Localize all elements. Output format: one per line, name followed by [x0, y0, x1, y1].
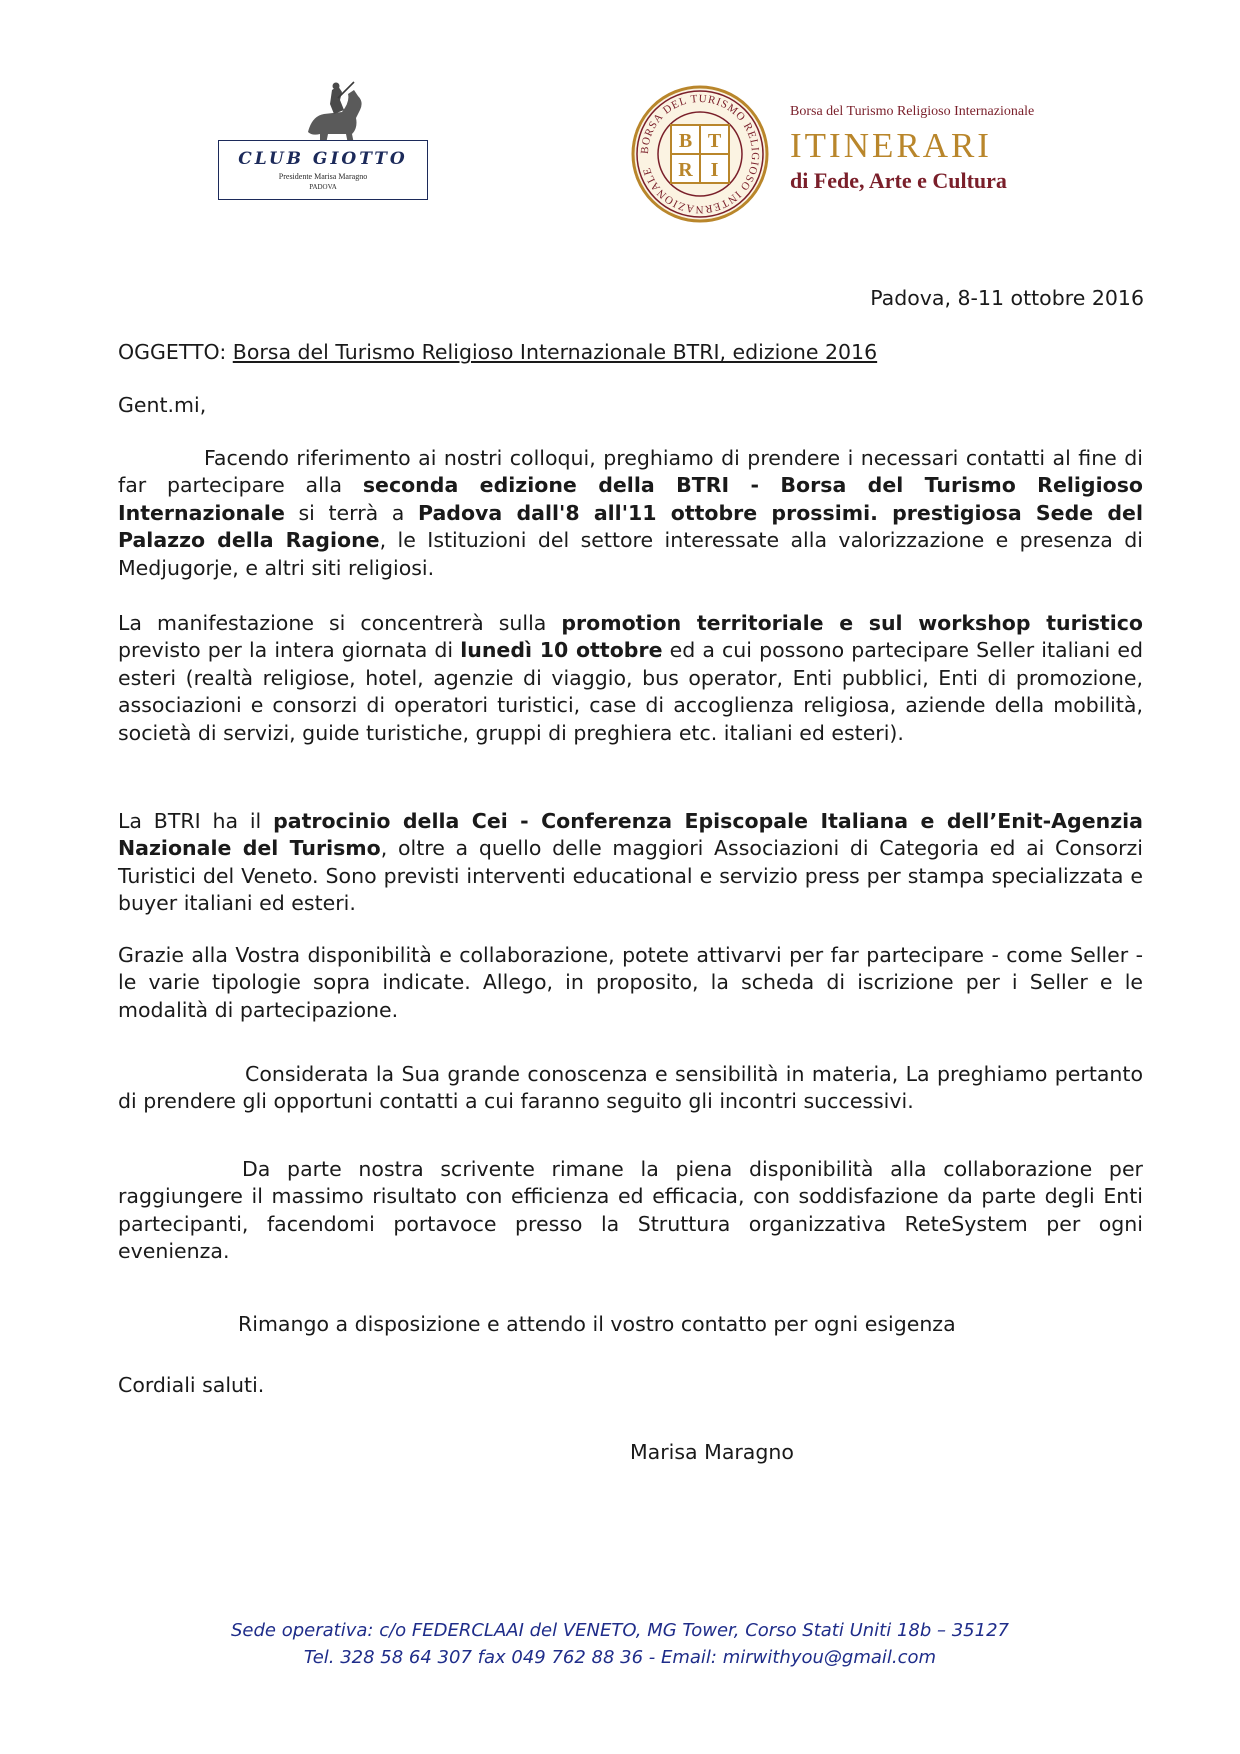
- footer-contacts: Tel. 328 58 64 307 fax 049 762 88 36 - Email: mirwithyou@gmail.com: [303, 1647, 937, 1668]
- p2-text-e: ed a cui possono partecipare Seller italiani ed esteri (realtà religiose, hotel, agenzie di viaggio, bus operator, Enti pubblici, Enti di promozione, associazioni e consorzi di operatori turistici, case di accoglienza religiosa, aziende della mobilità, società di servizi, guide turistiche, gruppi di preghiera etc. italiani ed esteri).: [118, 638, 1143, 745]
- letter-closing: Cordiali saluti.: [118, 1373, 265, 1397]
- seal-letter-i: I: [710, 159, 719, 181]
- p6-text: Da parte nostra scrivente rimane la piena disponibilità alla collaborazione per raggiungere il massimo risultato con efficienza ed efficacia, con soddisfazione da parte degli Enti partecipanti, facendomi portavoce presso la Struttura organizzativa ReteSystem per ogni evenienza.: [118, 1157, 1143, 1264]
- seal-ring-text: BORSA DEL TURISMO RELIGIOSO INTERNAZIONALE: [638, 92, 762, 216]
- p1-bold-d: Padova dall'8 all'11 ottobre prossimi. prestigiosa Sede del Palazzo della Ragione: [118, 500, 1143, 553]
- letter-date: Padova, 8-11 ottobre 2016: [870, 286, 1144, 310]
- paragraph-3: [118, 808, 1143, 918]
- btri-itinerari: ITINERARI: [790, 126, 992, 165]
- club-city: PADOVA: [309, 183, 337, 191]
- footer: [0, 1617, 1240, 1671]
- seal-letter-b: B: [678, 130, 693, 152]
- p3-bold-b: patrocinio della Cei - Conferenza Episcopale Italiana e dell’Enit-Agenzia Nazionale del Turismo: [118, 809, 1144, 861]
- letter-greeting: Gent.mi,: [118, 393, 207, 417]
- paragraph-1: [118, 445, 1143, 582]
- subject-text: Borsa del Turismo Religioso Internazionale BTRI, edizione 2016: [232, 340, 878, 364]
- p2-bold-b: promotion territoriale e sul workshop turistico: [561, 611, 1143, 635]
- p3-text-a: La BTRI ha il: [118, 809, 274, 833]
- p2-bold-d: lunedì 10 ottobre: [460, 638, 663, 663]
- p5-text: Considerata la Sua grande conoscenza e sensibilità in materia, La preghiamo pertanto di prendere gli opportuni contatti a cui faranno seguito gli incontri successivi.: [118, 1062, 1143, 1114]
- club-title: CLUB GIOTTO: [238, 149, 408, 169]
- letter-subject: [118, 340, 877, 364]
- p1-bold-b: seconda edizione della BTRI - Borsa del Turismo Religioso Internazionale: [118, 473, 1143, 525]
- btri-brand: [790, 104, 1050, 194]
- p7-text: Rimango a disposizione e attendo il vostro contatto per ogni esigenza: [238, 1312, 956, 1336]
- btri-tagline: di Fede, Arte e Cultura: [790, 168, 1007, 193]
- seal-letter-r: R: [678, 159, 693, 181]
- p1-text-c: si terrà a: [284, 500, 418, 525]
- club-giotto-logo: [218, 80, 428, 204]
- paragraph-6: [118, 1156, 1143, 1266]
- p2-text-a: La manifestazione si concentrerà sulla: [118, 611, 562, 635]
- subject-label: OGGETTO:: [118, 340, 233, 364]
- p2-text-c: previsto per la intera giornata di: [118, 638, 461, 663]
- paragraph-2: [118, 610, 1143, 747]
- club-giotto-box: [218, 140, 428, 200]
- p1-text-a: Facendo riferimento ai nostri colloqui, preghiamo di prendere i necessari contatti al fine di far partecipare alla: [118, 446, 1143, 498]
- paragraph-4: Grazie alla Vostra disponibilità e collaborazione, potete attivarvi per far partecipare - come Seller - le varie tipologie sopra indicate. Allego, in proposito, la scheda di iscrizione per i Seller e le modalità di partecipazione.: [118, 943, 1143, 1022]
- seal-letter-t: T: [707, 130, 722, 152]
- p1-text-e: , le Istituzioni del settore interessate alla valorizzazione e presenza di Medjugorje, e altri siti religiosi.: [118, 528, 1143, 580]
- p3-text-c: , oltre a quello delle maggiori Associazioni di Categoria ed ai Consorzi Turistici del Veneto. Sono previsti interventi educational e servizio press per stampa specializzata e buyer italiani ed esteri.: [118, 836, 1143, 916]
- paragraph-5: [118, 1061, 1143, 1116]
- letter-signature: Marisa Maragno: [630, 1440, 794, 1464]
- paragraph-7: [118, 1311, 1143, 1338]
- footer-address: Sede operativa: c/o FEDERCLAAI del VENETO, MG Tower, Corso Stati Uniti 18b – 35127: [231, 1620, 1009, 1641]
- club-president: Presidente Marisa Maragno: [278, 172, 368, 181]
- btri-seal-logo: [630, 84, 770, 224]
- btri-name: Borsa del Turismo Religioso Internazionale: [790, 104, 1035, 119]
